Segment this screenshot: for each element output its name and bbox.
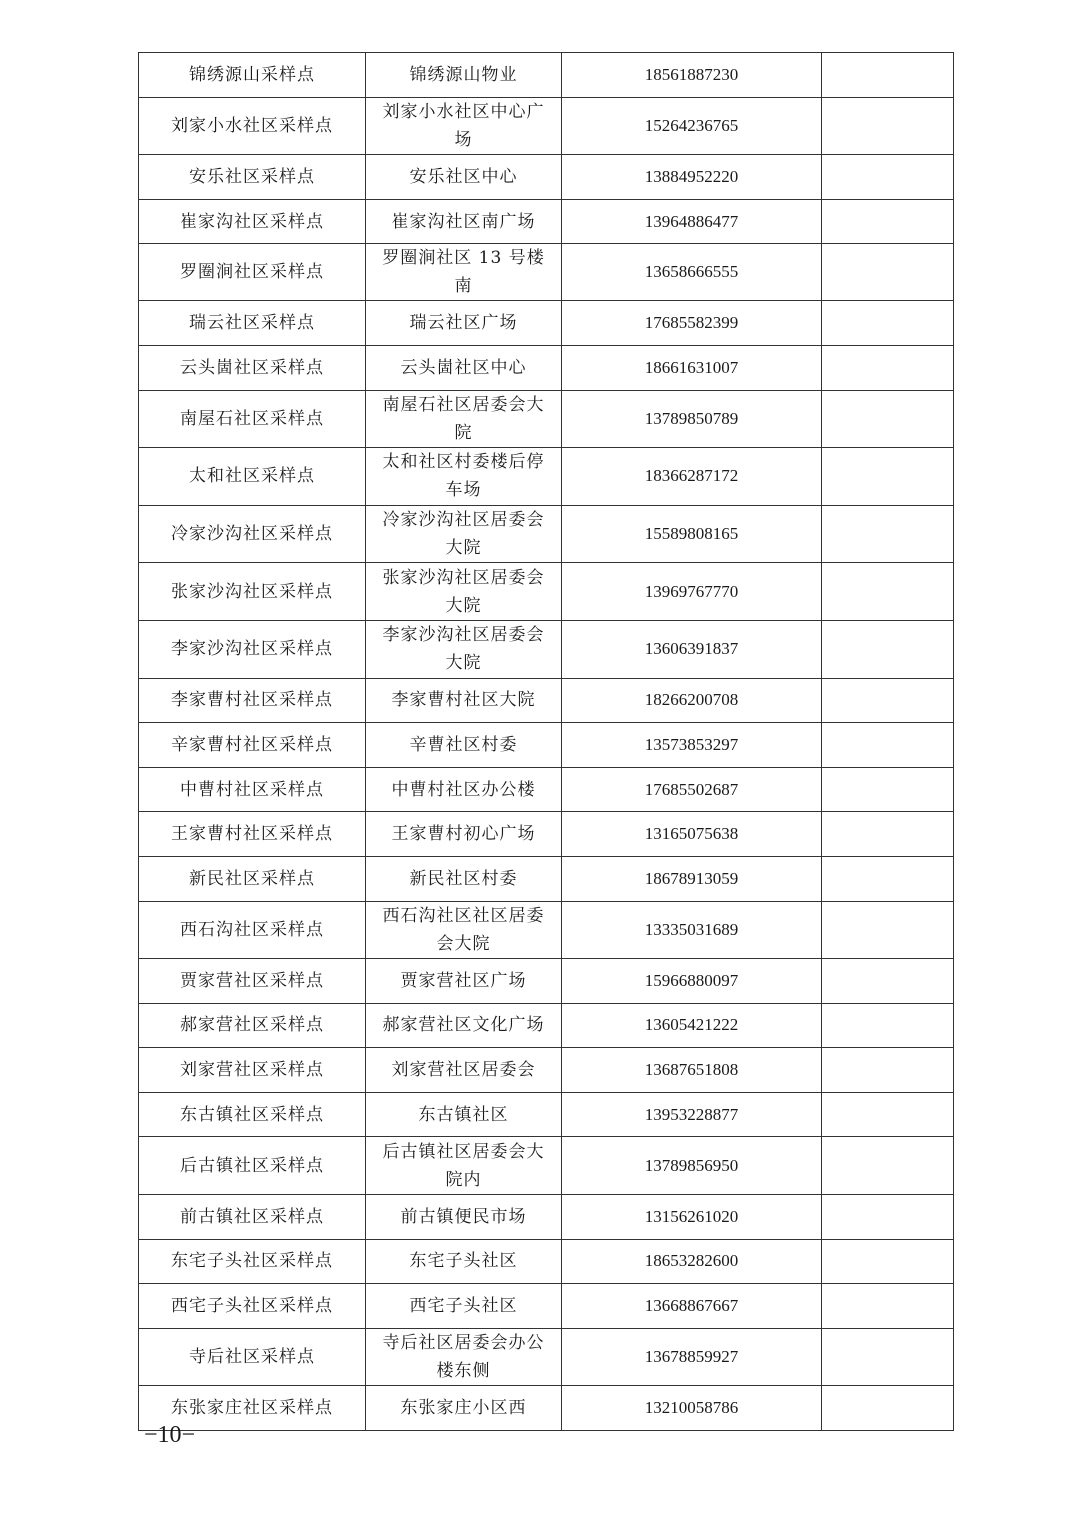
table-row [139, 244, 954, 301]
note-cell [822, 505, 954, 563]
location-cell: 张家沙沟社区居委会大院 [366, 563, 562, 621]
table-row [139, 1092, 954, 1137]
note-cell [822, 1092, 954, 1137]
table-row [139, 301, 954, 346]
table-row [139, 812, 954, 857]
location-cell: 寺后社区居委会办公楼东侧 [366, 1328, 562, 1386]
table-row [139, 1003, 954, 1048]
note-cell [822, 563, 954, 621]
phone-cell: 13606391837 [562, 620, 822, 678]
note-cell [822, 244, 954, 301]
site-name-cell: 刘家小水社区采样点 [139, 97, 366, 155]
site-name-cell: 前古镇社区采样点 [139, 1195, 366, 1240]
table-row [139, 390, 954, 448]
site-name-cell: 辛家曹村社区采样点 [139, 723, 366, 768]
table-row [139, 345, 954, 390]
phone-cell: 13964886477 [562, 199, 822, 244]
note-cell [822, 1239, 954, 1284]
phone-cell: 13969767770 [562, 563, 822, 621]
table-row [139, 620, 954, 678]
site-name-cell: 崔家沟社区采样点 [139, 199, 366, 244]
note-cell [822, 620, 954, 678]
site-name-cell: 西石沟社区采样点 [139, 901, 366, 959]
phone-cell: 13687651808 [562, 1048, 822, 1093]
location-cell: 云头崮社区中心 [366, 345, 562, 390]
site-name-cell: 东古镇社区采样点 [139, 1092, 366, 1137]
table-row [139, 959, 954, 1004]
table-row [139, 1386, 954, 1431]
phone-cell: 17685502687 [562, 767, 822, 812]
note-cell [822, 723, 954, 768]
site-name-cell: 后古镇社区采样点 [139, 1137, 366, 1195]
phone-cell: 13789856950 [562, 1137, 822, 1195]
location-cell: 李家沙沟社区居委会大院 [366, 620, 562, 678]
phone-cell: 13668867667 [562, 1284, 822, 1329]
note-cell [822, 301, 954, 346]
phone-cell: 15966880097 [562, 959, 822, 1004]
site-name-cell: 安乐社区采样点 [139, 155, 366, 200]
note-cell [822, 390, 954, 448]
location-cell: 太和社区村委楼后停车场 [366, 448, 562, 506]
site-name-cell: 刘家营社区采样点 [139, 1048, 366, 1093]
note-cell [822, 812, 954, 857]
phone-cell: 13573853297 [562, 723, 822, 768]
note-cell [822, 856, 954, 901]
site-name-cell: 中曹村社区采样点 [139, 767, 366, 812]
location-cell: 西石沟社区社区居委会大院 [366, 901, 562, 959]
note-cell [822, 1003, 954, 1048]
phone-cell: 13210058786 [562, 1386, 822, 1431]
phone-cell: 13335031689 [562, 901, 822, 959]
site-name-cell: 瑞云社区采样点 [139, 301, 366, 346]
phone-cell: 13156261020 [562, 1195, 822, 1240]
table-row [139, 199, 954, 244]
phone-cell: 13165075638 [562, 812, 822, 857]
note-cell [822, 678, 954, 723]
note-cell [822, 959, 954, 1004]
table-row [139, 1328, 954, 1386]
phone-cell: 13658666555 [562, 244, 822, 301]
note-cell [822, 1137, 954, 1195]
site-name-cell: 李家曹村社区采样点 [139, 678, 366, 723]
location-cell: 贾家营社区广场 [366, 959, 562, 1004]
table-row [139, 767, 954, 812]
phone-cell: 18653282600 [562, 1239, 822, 1284]
location-cell: 郝家营社区文化广场 [366, 1003, 562, 1048]
site-name-cell: 郝家营社区采样点 [139, 1003, 366, 1048]
table-row [139, 1239, 954, 1284]
location-cell: 南屋石社区居委会大院 [366, 390, 562, 448]
phone-cell: 13605421222 [562, 1003, 822, 1048]
site-name-cell: 罗圈涧社区采样点 [139, 244, 366, 301]
phone-cell: 18661631007 [562, 345, 822, 390]
location-cell: 前古镇便民市场 [366, 1195, 562, 1240]
phone-cell: 18678913059 [562, 856, 822, 901]
note-cell [822, 767, 954, 812]
phone-cell: 13789850789 [562, 390, 822, 448]
location-cell: 瑞云社区广场 [366, 301, 562, 346]
table-row [139, 856, 954, 901]
table-row [139, 155, 954, 200]
location-cell: 刘家营社区居委会 [366, 1048, 562, 1093]
note-cell [822, 199, 954, 244]
site-name-cell: 东宅子头社区采样点 [139, 1239, 366, 1284]
site-name-cell: 张家沙沟社区采样点 [139, 563, 366, 621]
table-row [139, 1048, 954, 1093]
phone-cell: 18561887230 [562, 53, 822, 98]
site-name-cell: 云头崮社区采样点 [139, 345, 366, 390]
site-name-cell: 贾家营社区采样点 [139, 959, 366, 1004]
site-name-cell: 太和社区采样点 [139, 448, 366, 506]
site-name-cell: 李家沙沟社区采样点 [139, 620, 366, 678]
note-cell [822, 1386, 954, 1431]
location-cell: 东张家庄小区西 [366, 1386, 562, 1431]
phone-cell: 15589808165 [562, 505, 822, 563]
location-cell: 东古镇社区 [366, 1092, 562, 1137]
note-cell [822, 53, 954, 98]
phone-cell: 13678859927 [562, 1328, 822, 1386]
location-cell: 西宅子头社区 [366, 1284, 562, 1329]
phone-cell: 17685582399 [562, 301, 822, 346]
site-name-cell: 锦绣源山采样点 [139, 53, 366, 98]
table-row [139, 563, 954, 621]
phone-cell: 18266200708 [562, 678, 822, 723]
site-name-cell: 王家曹村社区采样点 [139, 812, 366, 857]
location-cell: 冷家沙沟社区居委会大院 [366, 505, 562, 563]
phone-cell: 18366287172 [562, 448, 822, 506]
table-row [139, 505, 954, 563]
table-body [139, 53, 954, 1431]
location-cell: 新民社区村委 [366, 856, 562, 901]
sampling-sites-table [138, 52, 954, 1431]
location-cell: 刘家小水社区中心广场 [366, 97, 562, 155]
location-cell: 崔家沟社区南广场 [366, 199, 562, 244]
location-cell: 王家曹村初心广场 [366, 812, 562, 857]
note-cell [822, 155, 954, 200]
location-cell: 辛曹社区村委 [366, 723, 562, 768]
note-cell [822, 1195, 954, 1240]
table-row [139, 53, 954, 98]
location-cell: 安乐社区中心 [366, 155, 562, 200]
phone-cell: 13953228877 [562, 1092, 822, 1137]
site-name-cell: 西宅子头社区采样点 [139, 1284, 366, 1329]
phone-cell: 13884952220 [562, 155, 822, 200]
table-row [139, 1284, 954, 1329]
note-cell [822, 1284, 954, 1329]
note-cell [822, 345, 954, 390]
site-name-cell: 南屋石社区采样点 [139, 390, 366, 448]
note-cell [822, 901, 954, 959]
page-number: −10− [144, 1422, 196, 1448]
table-row [139, 1137, 954, 1195]
location-cell: 后古镇社区居委会大院内 [366, 1137, 562, 1195]
note-cell [822, 448, 954, 506]
site-name-cell: 冷家沙沟社区采样点 [139, 505, 366, 563]
note-cell [822, 1048, 954, 1093]
site-name-cell: 寺后社区采样点 [139, 1328, 366, 1386]
phone-cell: 15264236765 [562, 97, 822, 155]
table-row [139, 448, 954, 506]
site-name-cell: 新民社区采样点 [139, 856, 366, 901]
table-row [139, 901, 954, 959]
table-row [139, 678, 954, 723]
note-cell [822, 97, 954, 155]
location-cell: 李家曹村社区大院 [366, 678, 562, 723]
location-cell: 锦绣源山物业 [366, 53, 562, 98]
site-name-cell: 东张家庄社区采样点 [139, 1386, 366, 1431]
location-cell: 东宅子头社区 [366, 1239, 562, 1284]
location-cell: 罗圈涧社区 13 号楼南 [366, 244, 562, 301]
location-cell: 中曹村社区办公楼 [366, 767, 562, 812]
table-row [139, 723, 954, 768]
table-row [139, 1195, 954, 1240]
table-row [139, 97, 954, 155]
note-cell [822, 1328, 954, 1386]
